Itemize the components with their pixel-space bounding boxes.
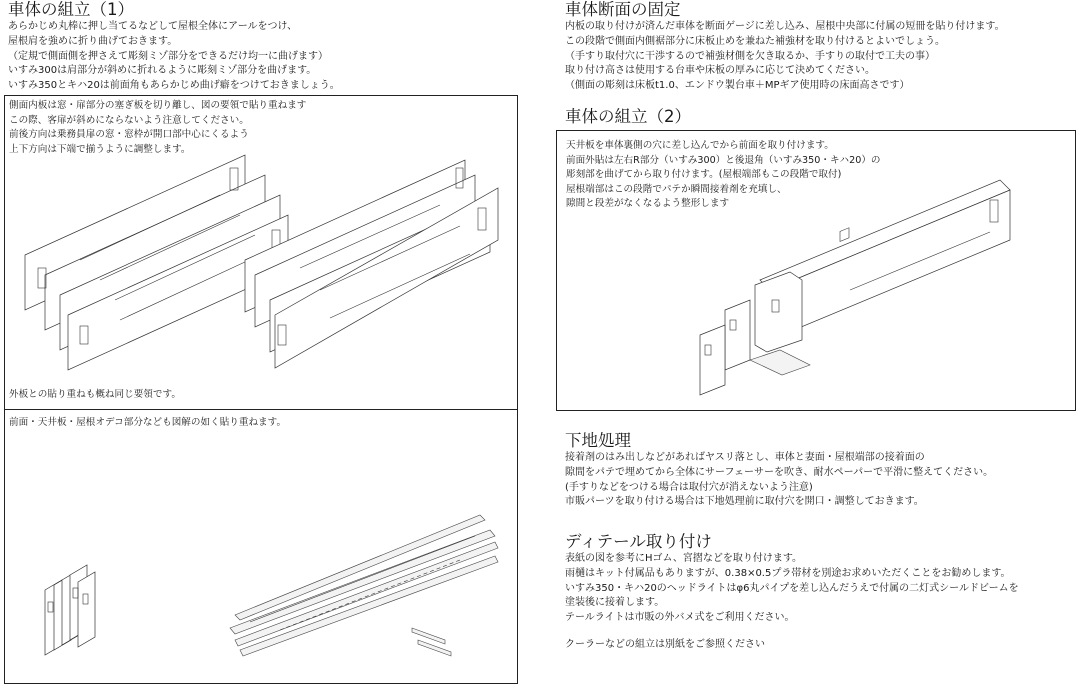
text-line: いすみ300は肩部分が斜めに折れるように彫刻ミゾ部分を曲げます。 — [8, 65, 317, 77]
text-line: 隙間と段差がなくなるよう整形します — [566, 198, 730, 210]
text-line: 前後方向は乗務員扉の窓・窓枠が開口部中心にくるよう — [9, 129, 249, 141]
text-line: 市販パーツを取り付ける場合は下地処理前に取付穴を開口・調整しておきます。 — [565, 496, 924, 508]
outer-panel-note — [9, 388, 181, 403]
text-line: 側面内板は窓・扉部分の塞ぎ板を切り離し、図の要領で貼り重ねます — [9, 100, 307, 111]
section-body-assembly-1-text — [8, 20, 340, 94]
text-line: 隙間をパテで埋めてから全体にサーフェーサーを吹き、耐水ペーパーで平滑に整えてください。 — [565, 466, 994, 478]
front-attachment-diagram — [690, 160, 1070, 400]
text-line: 表紙の図を参考にHゴム、宮摺などを取り付けます。 — [565, 553, 803, 564]
text-line: （手すり取付穴に干渉するので補強材側を欠き取るか、手すりの取付で工夫の事） — [565, 50, 935, 62]
text-line: 屋根端部はこの段階でパテか瞬間接着剤を充填し、 — [566, 183, 787, 195]
small-strip-parts — [412, 628, 451, 656]
text-line: この際、客扉が斜めにならないよう注意してください。 — [9, 114, 249, 126]
front-end-parts — [700, 272, 802, 395]
side-panel-layering-diagram — [20, 150, 510, 375]
text-line: 塗装後に接着します。 — [565, 597, 665, 609]
text-line: あらかじめ丸棒に押し当てるなどして屋根全体にアールをつけ、 — [8, 21, 298, 32]
front-roof-layering-diagram — [40, 510, 500, 660]
front-roof-instructions — [9, 416, 286, 431]
text-line: この段階で側面内側裾部分に床板止めを兼ねた補強材を取り付けるとよいでしょう。 — [565, 35, 945, 47]
text-line: (手すりなどをつける場合は取付穴が消えないよう注意) — [565, 481, 813, 493]
section-cross-section-text — [565, 20, 1005, 94]
roof-board-stack — [230, 515, 498, 656]
cooler-assembly-note — [565, 638, 765, 653]
text-line: 彫刻部を曲げてから取り付けます。(屋根端部もこの段階で取付) — [566, 169, 842, 181]
section-surface-prep-text — [565, 451, 993, 510]
section-title-surface-prep: 下地処理 — [565, 431, 631, 450]
text-line: （側面の彫刻は床板t1.0、エンドウ製台車＋MPギア使用時の床面高さです） — [565, 80, 910, 92]
text-line: 前面・天井板・屋根オデコ部分なども図解の如く貼り重ねます。 — [9, 417, 287, 428]
text-line: 前面外貼は左右R部分（いすみ300）と後退角（いすみ350・キハ20）の — [566, 154, 881, 166]
section-title-body-assembly-2: 車体の組立（2） — [565, 107, 691, 126]
text-line: 内板の取り付けが済んだ車体を断面ゲージに差し込み、屋根中央部に付属の短冊を貼り付けます。 — [565, 21, 1005, 32]
text-line: 上下方向は下端で揃うように調整します。 — [9, 143, 191, 155]
text-line: 雨樋はキット付属品もありますが、0.38×0.5プラ帯材を別途お求めいただくことをお勧めします。 — [565, 567, 1011, 579]
right-panel-stack — [245, 160, 498, 368]
text-line: 外板との貼り重ねも概ね同じ要領です。 — [9, 389, 181, 400]
text-line: いすみ350とキハ20は前面角もあらかじめ曲げ癖をつけておきましょう。 — [8, 80, 340, 92]
section-title-cross-section: 車体断面の固定 — [565, 0, 681, 19]
panel-divider — [4, 409, 518, 410]
side-panel-instructions — [9, 99, 306, 157]
text-line: 取り付け高さは使用する台車や床板の厚みに応じて決めてください。 — [565, 65, 875, 77]
text-line: （定規で側面側を押さえて彫刻ミゾ部分をできるだけ均一に曲げます） — [8, 50, 328, 62]
text-line: 天井板を車体裏側の穴に差し込んでから前面を取り付けます。 — [566, 140, 834, 151]
text-line: いすみ350・キハ20のヘッドライトはφ6丸パイプを差し込んだうえで付属の二灯式シールドビームを — [565, 582, 1019, 594]
front-panel-stack — [45, 565, 95, 655]
text-line: 屋根肩を強めに折り曲げておきます。 — [8, 35, 178, 47]
roof-board-insert — [750, 350, 810, 375]
text-line: クーラーなどの組立は別紙をご参照ください — [565, 639, 765, 650]
section-title-body-assembly-1: 車体の組立（1） — [8, 0, 134, 19]
text-line: テールライトは市販の外バメ式をご利用ください。 — [565, 612, 795, 624]
section-title-detail-parts: ディテール取り付け — [565, 532, 712, 551]
text-line: 接着剤のはみ出しなどがあればヤスリ落とし、車体と妻面・屋根端部の接着面の — [565, 452, 925, 463]
section-detail-parts-text — [565, 552, 1019, 626]
